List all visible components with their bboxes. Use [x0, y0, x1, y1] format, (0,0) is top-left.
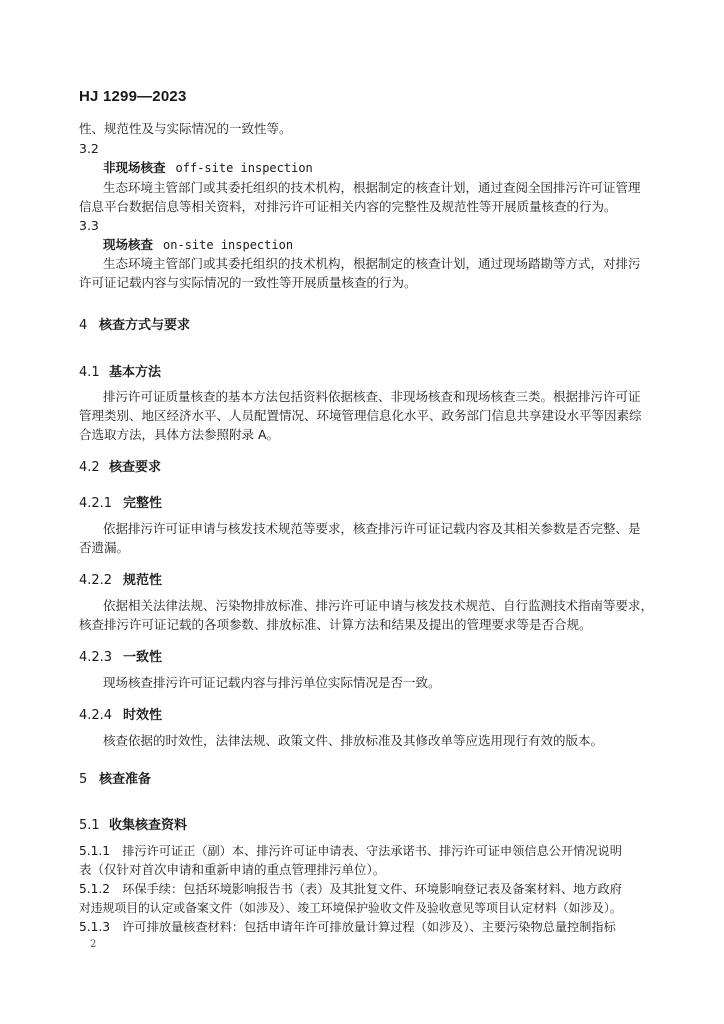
paragraph-line: 依据相关法律法规、污染物排放标准、排污许可证申请与核发技术规范、自行监测技术指南等要求，: [103, 598, 654, 613]
paragraph-line: 核查排污许可证记载的各项参数、排放标准、计算方法和结果及提出的管理要求等是否合规。: [79, 617, 592, 632]
paragraph-line: 合选取方法，具体方法参照附录 A。: [79, 427, 280, 442]
term-number: 3.2: [79, 141, 99, 156]
paragraph-line: 否遗漏。: [79, 540, 130, 555]
list-item: 5.1.1 排污许可证正（副）本、排污许可证申请表、守法承诺书、排污许可证申领信息公开情况说明: [79, 844, 622, 858]
section-heading: 4.2 核查要求: [79, 460, 162, 475]
list-item: 对违规项目的认定或备案文件（如涉及）、竣工环境保护验收文件及验收意见等项目认定材料（如涉及）。: [79, 901, 622, 915]
list-item: 表（仅针对首次申请和重新申请的重点管理排污单位）。: [79, 862, 386, 877]
section-heading: 4.2.1 完整性: [79, 496, 163, 511]
term-title-en: off-site inspection: [175, 161, 313, 175]
paragraph-line: 管理类别、地区经济水平、人员配置情况、环境管理信息化水平、政务部门信息共享建设水平等因素综: [79, 408, 642, 423]
paragraph-line: 生态环境主管部门或其委托组织的技术机构，根据制定的核查计划，通过现场踏勘等方式，对排污: [103, 256, 641, 271]
paragraph-line: 排污许可证质量核查的基本方法包括资料依据核查、非现场核查和现场核查三类。根据排污许可证: [103, 389, 641, 404]
section-heading: 5.1 收集核查资料: [79, 818, 188, 833]
section-heading: 5 核查准备: [79, 772, 152, 787]
paragraph-line: 许可证记载内容与实际情况的一致性等开展质量核查的行为。: [79, 275, 417, 290]
section-heading: 4.2.4 时效性: [79, 708, 163, 723]
term-number: 3.3: [79, 218, 99, 233]
paragraph-line: 现场核查排污许可证记载内容与排污单位实际情况是否一致。: [103, 675, 441, 690]
section-heading: 4.2.3 一致性: [79, 650, 163, 665]
paragraph-line: 生态环境主管部门或其委托组织的技术机构，根据制定的核查计划，通过查阅全国排污许可证管理: [103, 180, 641, 195]
paragraph-line: 信息平台数据信息等相关资料，对排污许可证相关内容的完整性及规范性等开展质量核查的行为。: [79, 199, 617, 214]
paragraph-line: 性、规范性及与实际情况的一致性等。: [79, 121, 292, 136]
list-item: 5.1.2 环保手续：包括环境影响报告书（表）及其批复文件、环境影响登记表及备案材料、地方政府: [79, 882, 622, 896]
term-title: [103, 160, 313, 176]
term-title-cn: 非现场核查: [103, 160, 166, 175]
section-heading: 4.1 基本方法: [79, 365, 162, 380]
section-heading: 4.2.2 规范性: [79, 573, 163, 588]
paragraph-line: 依据排污许可证申请与核发技术规范等要求，核查排污许可证记载内容及其相关参数是否完整、是: [103, 521, 641, 536]
section-heading: 4 核查方式与要求: [79, 318, 191, 333]
term-title: [103, 237, 293, 253]
list-item: 5.1.3 许可排放量核查材料：包括申请年许可排放量计算过程（如涉及）、主要污染物总量控制指标: [79, 920, 616, 934]
page-number: 2: [90, 939, 97, 950]
paragraph-line: 核查依据的时效性，法律法规、政策文件、排放标准及其修改单等应选用现行有效的版本。: [103, 733, 604, 748]
document-header: HJ 1299—2023: [79, 88, 187, 105]
term-title-cn: 现场核查: [103, 237, 154, 252]
term-title-en: on-site inspection: [163, 238, 294, 252]
